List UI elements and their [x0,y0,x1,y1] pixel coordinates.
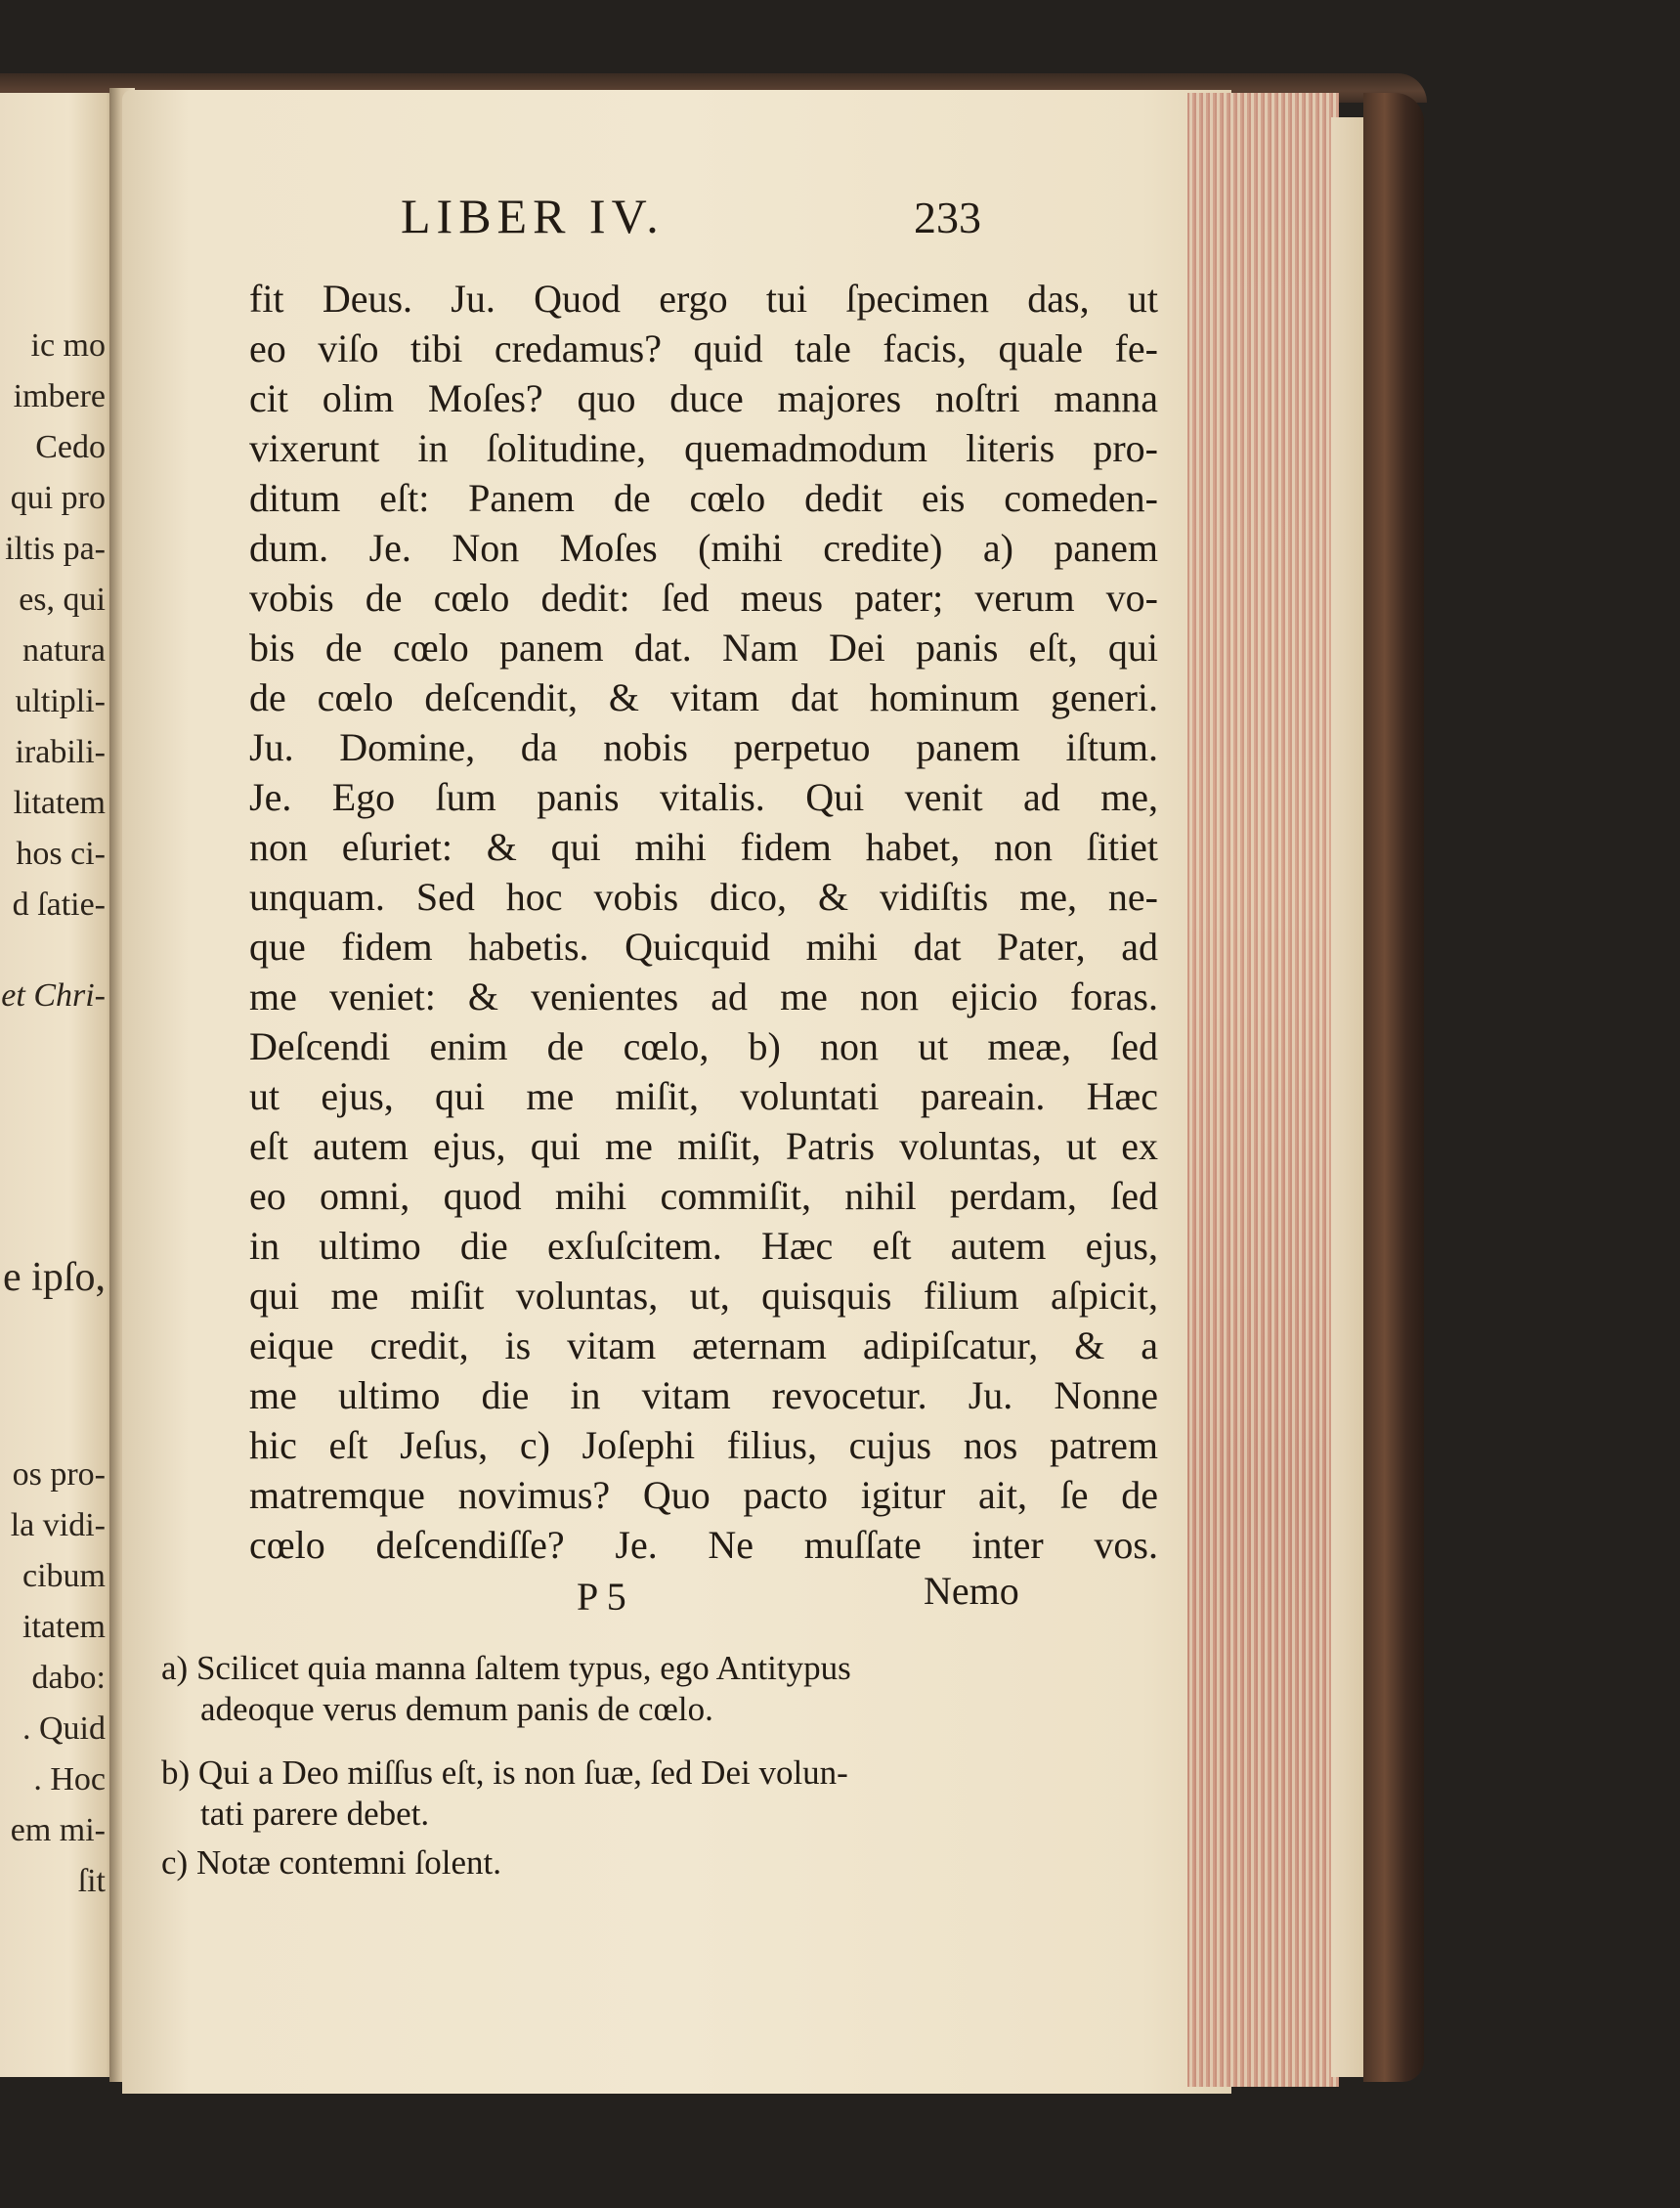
body-line: fit Deus. Ju. Quod ergo tui ſpecimen das, ut [249,277,1158,321]
left-fragment: es, qui [19,582,106,618]
left-fragment: cibum [22,1558,106,1594]
left-fragment: ultipli- [15,683,106,719]
left-facing-page [0,93,115,2077]
body-line: ut ejus, qui me miſit, voluntati pareain. Hæc [249,1074,1158,1118]
left-fragment: ic mo [30,327,106,364]
body-line: me ultimo die in vitam revocetur. Ju. Nonne [249,1373,1158,1417]
body-line: eſt autem ejus, qui me miſit, Patris voluntas, ut ex [249,1124,1158,1168]
body-line: matremque novimus? Quo pacto igitur ait, ſe de [249,1473,1158,1517]
body-line: vixerunt in ſolitudine, quemadmodum literis pro- [249,426,1158,470]
left-fragment: qui pro [10,480,106,516]
body-line: me veniet: & venientes ad me non ejicio foras. [249,974,1158,1018]
body-line: eo omni, quod mihi commiſit, nihil perdam, ſed [249,1174,1158,1218]
body-line: non eſuriet: & qui mihi fidem habet, non ſitiet [249,825,1158,869]
left-fragment: hos ci- [16,836,106,872]
catchword: Nemo [924,1569,1019,1613]
leather-cover [1363,93,1424,2082]
page-number: 233 [914,193,981,242]
right-page [122,90,1231,2094]
body-line: bis de cœlo panem dat. Nam Dei panis eſt, qui [249,626,1158,670]
left-fragment: . Quid [22,1710,106,1747]
body-line: Je. Ego ſum panis vitalis. Qui venit ad me, [249,775,1158,819]
page-fore-edge [1187,93,1339,2087]
body-line: cœlo deſcendiſſe? Je. Ne muſſate inter vos. [249,1523,1158,1567]
footnote-c: c) Notæ contemni ſolent. [161,1843,501,1882]
running-head: LIBER IV. [401,189,665,243]
body-line: eique credit, is vitam æternam adipiſcatur, & a [249,1323,1158,1367]
footnote-b: b) Qui a Deo miſſus eſt, is non ſuæ, ſed Dei volun- [161,1753,848,1792]
body-line: que fidem habetis. Quicquid mihi dat Pater, ad [249,925,1158,969]
left-fragment: dabo: [31,1660,106,1696]
body-line: hic eſt Jeſus, c) Joſephi filius, cujus nos patrem [249,1423,1158,1467]
left-fragment: ſit [77,1863,106,1899]
left-fragment: la vidi- [10,1507,106,1543]
left-fragment: imbere [13,378,106,414]
left-fragment: itatem [22,1609,106,1645]
body-line: in ultimo die exſuſcitem. Hæc eſt autem ejus, [249,1224,1158,1268]
left-fragment: d ſatie- [12,887,106,923]
left-fragment: irabili- [15,734,106,770]
body-line: qui me miſit voluntas, ut, quisquis filium aſpicit, [249,1274,1158,1318]
left-fragment: os pro- [12,1456,106,1493]
body-line: de cœlo deſcendit, & vitam dat hominum generi. [249,675,1158,719]
left-fragment: e ipſo, [3,1255,106,1300]
left-fragment: . Hoc [33,1761,106,1797]
left-fragment: Cedo [35,429,106,465]
left-fragment: litatem [13,785,106,821]
footnote-b-cont: tati parere debet. [200,1795,430,1833]
body-line: dum. Je. Non Moſes (mihi credite) a) panem [249,526,1158,570]
left-fragment: et Chri- [1,977,106,1014]
signature-mark: P 5 [577,1575,626,1619]
footnote-a: a) Scilicet quia manna ſaltem typus, ego Antitypus [161,1649,851,1687]
body-line: eo viſo tibi credamus? quid tale facis, quale fe- [249,326,1158,370]
body-line: ditum eſt: Panem de cœlo dedit eis comeden- [249,476,1158,520]
left-fragment: em mi- [10,1812,106,1848]
body-line: unquam. Sed hoc vobis dico, & vidiſtis me, ne- [249,875,1158,919]
left-fragment: natura [22,632,106,669]
body-line: Deſcendi enim de cœlo, b) non ut meæ, ſed [249,1024,1158,1068]
body-line: Ju. Domine, da nobis perpetuo panem iſtum. [249,725,1158,769]
left-fragment: iltis pa- [5,531,106,567]
footnote-a-cont: adeoque verus demum panis de cœlo. [200,1690,713,1728]
body-line: cit olim Moſes? quo duce majores noſtri manna [249,376,1158,420]
body-line: vobis de cœlo dedit: ſed meus pater; verum vo- [249,576,1158,620]
